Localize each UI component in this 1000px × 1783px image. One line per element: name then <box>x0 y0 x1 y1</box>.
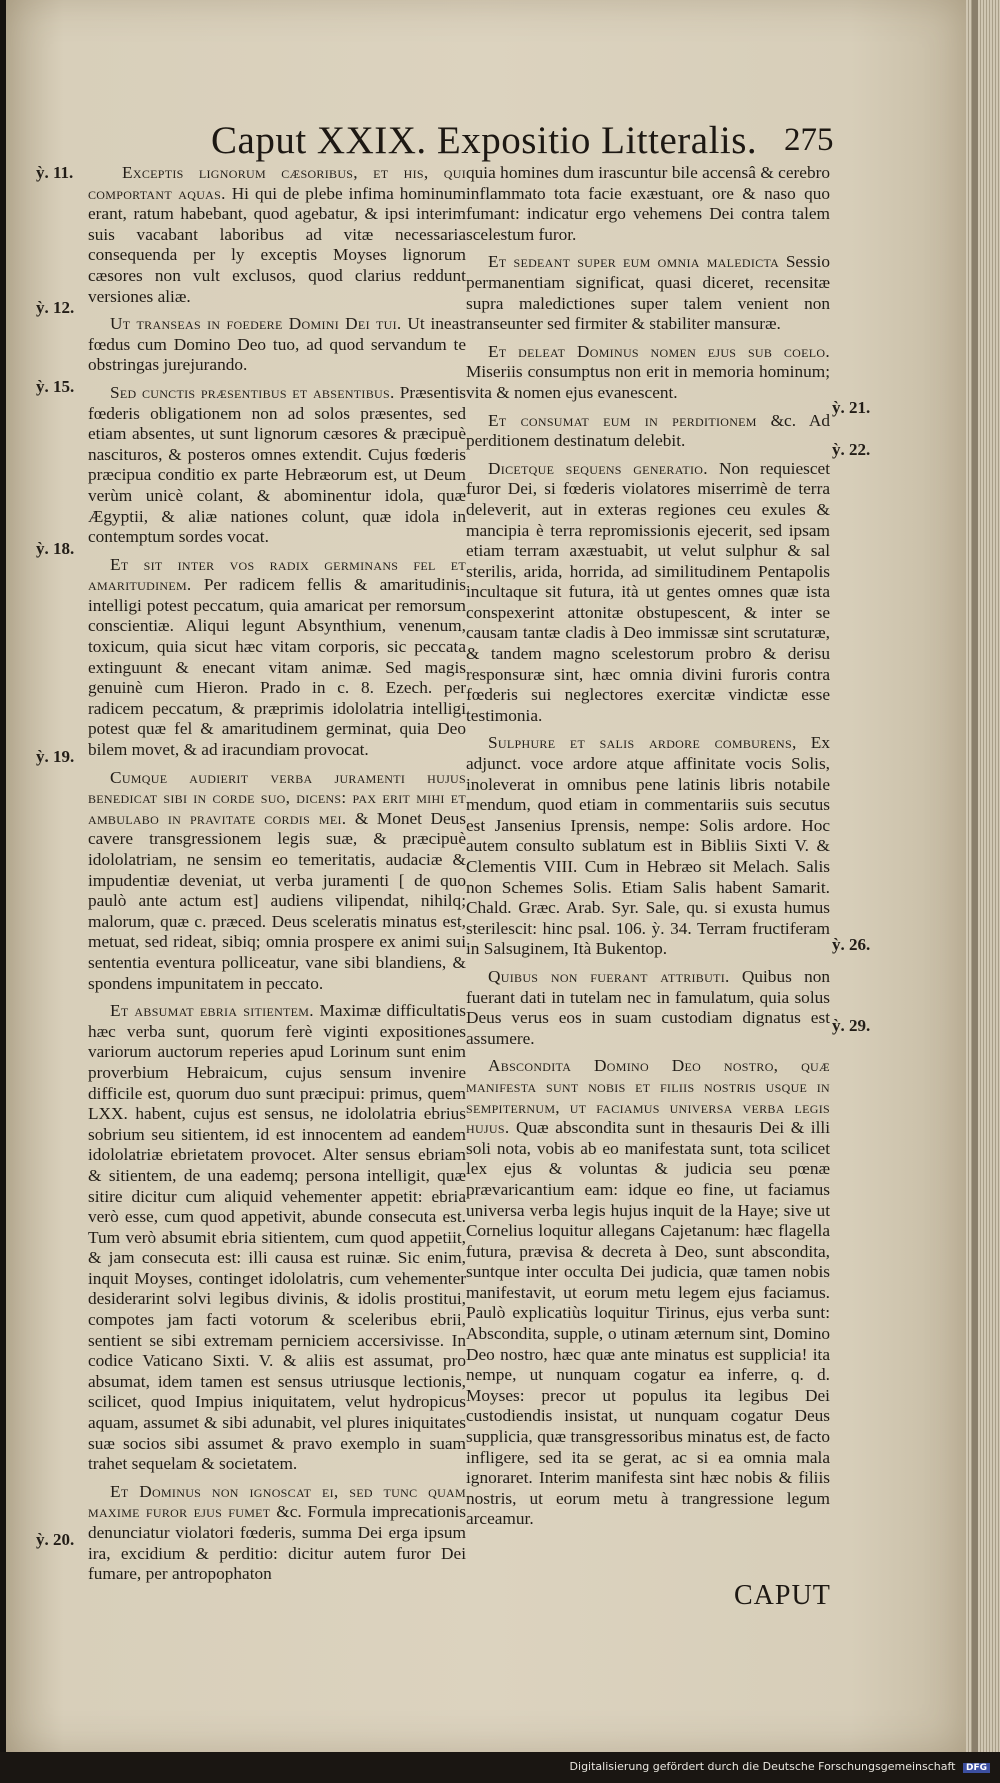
verse-marker-11: ỳ. 11. <box>36 163 74 182</box>
verse-marker-26: ỳ. 26. <box>832 935 871 954</box>
verse-lemma: Ut transeas in foedere Domini Dei tui. <box>110 314 402 334</box>
verse-lemma: Et Dominus non ignoscat ei, sed tunc quam maxime furor ejus fumet <box>88 1481 466 1522</box>
left-paragraph <box>88 555 466 761</box>
right-paragraph <box>466 411 830 452</box>
footer-credit: Digitalisierung gefördert durch die Deutsche Forschungsgemeinschaft <box>569 1760 956 1773</box>
page-number: 275 <box>784 122 834 158</box>
verse-marker-21: ỳ. 21. <box>832 398 871 417</box>
right-paragraph <box>466 459 830 727</box>
footer-credit-line <box>570 1760 990 1773</box>
commentary-text: Ex adjunct. voce ardore atque affinitate vocis Solis, inoleverat in omnibus pene latinis libris notabile mendum, quod etiam in commentariis suis secutus est Jansenius Iprensis, nempe: Solis ardore. Hoc autem consulto sublatum est in Bibliis Sixti V. & Clementis VIII. Cum in Hebræo sit Melach. Salis non Schemes Solis. Etiam Salis habent Samarit. Chald. Græc. Arab. Syr. Sale, qu. si exusta humus sterilescit: hinc psal. 106. ỳ. 34. Terram fructiferam in Salsuginem, Ità Bukentop. <box>466 733 830 959</box>
left-paragraph <box>88 1001 466 1475</box>
right-paragraph <box>466 163 830 245</box>
verse-lemma: Cumque audierit verba juramenti hujus benedicat sibi in corde suo, dicens: pax erit mihi et ambulabo in pravitate cordis mei. <box>88 767 466 828</box>
verse-lemma: Dicetque sequens generatio. <box>488 458 708 478</box>
left-column <box>88 163 466 1592</box>
commentary-text: Maximæ difficultatis hæc verba sunt, quorum ferè viginti expositiones variorum auctorum reperies apud Lorinum sunt enim proverbium Hebraicum, cujus sensum invenire difficile est, quorum duo sunt præcipui: primus, quem LXX. habent, cujus est sensus, ne idololatria ebrius sobrium seu sitientem, id est innocentem ad eandem idololatriæ ebrietatem provocet. Alter sensus ebriam & sitientem, de una eademq; persona intelligit, quæ sitire dicitur cum aliquid vehementer appetit: ebria verò esse, cum quod appetivit, abunde consecuta est. Tum verò absumit ebria sitientem, cum quod appetiit, & jam consecuta est: illi causa est ruinæ. Sic enim, inquit Moyses, continget idololatris, cum vehementer desiderarint solvi legibus divinis, & idolis prostitui, compotes jam facti votorum & sceleribus ebrii, sentient se sibi extremam perniciem accersivisse. In codice Vaticano Sixti. V. & aliis est assumat, pro absumat, idem tamen est sensus utriusque lectionis, scilicet, quod Impius iniquitatem, velut hydropicus aquam, assumet & sibi adunabit, vel plures iniquitates suæ socios sibi assumet & pravo exemplo in suam trahet sequelam & societatem. <box>88 1001 466 1474</box>
left-paragraph <box>88 163 466 307</box>
commentary-text: Sessio permanentiam significat, quasi diceret, recensitæ supra maledictiones super talem venient non transeunter sed firmiter & stabiliter mansuræ. <box>466 252 830 334</box>
right-paragraph <box>466 342 830 404</box>
left-paragraph <box>88 1482 466 1585</box>
right-paragraph <box>466 252 830 334</box>
verse-marker-12: ỳ. 12. <box>36 298 75 317</box>
commentary-text: Præsentis fœderis obligationem non ad solos præsentes, sed etiam absentes, ut sunt lignorum cæsores & præcipuè nascituros, & posteros omnes extendit. Cujus fœderis præcipua conditio ex parte Hebræorum est, ut Deum verùm unicè colant, & abominentur idola, quæ Ægyptii, & aliæ nationes colunt, quæ idola in contemptum sordes vocat. <box>88 382 466 547</box>
commentary-text: Quæ abscondita sunt in thesauris Dei & illi soli nota, vobis ab eo manifestata sunt, tota scilicet lex ejus & voluntas & judicia seu pœnæ prævaricantium eam: idque eo fine, ut faciamus universa verba legis hujus inquit de la Haye; sive ut Cornelius loquitur allegans Cajetanum: hæc flagella futura, prævisa & decreta à Deo, sunt abscondita, suntque inter occulta Dei judicia, quæ tamen nobis manifestavit, ut eorum metu legem ejus faciamus. Paulò explicatiùs loquitur Tirinus, ejus verba sunt: Abscondita, supple, o utinam æternum sint, Domino Deo nostro, hæc quæ ante minatus est supplicia! ita nempe, ut nunquam cogatur ea inferre, q. d. Moyses: precor ut populus ita legibus Dei custodiendis insistat, ut nunquam cogatur Deus supplicia, quæ transgressoribus minatus est, de facto infligere, sed ita se gerat, ac si ea omnia mala ignoraret. Interim manifesta sint hæc nobis & filiis nostris, ut eorum metu à trangressione legum arceamur. <box>466 1118 830 1529</box>
commentary-text: & Monet Deus cavere transgressionem legis suæ, & præcipuè idololatriam, ne sensim eo temeritatis, audaciæ & impudentiæ deveniat, ut verba juramenti [ de quo paulò ante actum est] audiens vilipendat, nihilq; malorum, quæ c. præced. Deus sceleratis minatus est, metuat, sed rideat, sibiq; omnia prospere ex animi sui sententia eventura polliceatur, vane sibi blandiens, & spondens impunitatem in peccato. <box>88 808 466 993</box>
commentary-text: Hi qui de plebe infima hominum erant, ratum habebant, quod agebatur, & ipsi interim suis vacabant laboribus ad vitæ necessaria consequenda per ly exceptis Moyses lignorum cæsores non vult exclusos, quod clarius reddunt versiones aliæ. <box>88 183 466 306</box>
dfg-logo: DFG <box>963 1763 990 1773</box>
commentary-text: &c. Ad perditionem destinatum delebit. <box>466 410 830 451</box>
verse-marker-18: ỳ. 18. <box>36 539 75 558</box>
commentary-text: Quibus non fuerant dati in tutelam nec in famulatum, quia solus Deus verus eos in suam custodiam dignatus est assumere. <box>466 966 830 1048</box>
commentary-text: Ut ineas fœdus cum Domino Deo tuo, ad quod servandum te obstringas jurejurando. <box>88 314 466 375</box>
verse-marker-20: ỳ. 20. <box>36 1530 75 1549</box>
verse-lemma: Sed cunctis præsentibus et absentibus. <box>110 382 395 402</box>
verse-lemma: Abscondita Domino Deo nostro, quæ manifesta sunt nobis et filiis nostris usque in sempiternum, ut faciamus universa verba legis hujus. <box>466 1056 830 1138</box>
right-paragraph <box>466 967 830 1049</box>
book-page <box>6 0 966 1752</box>
left-paragraph <box>88 768 466 995</box>
verse-lemma: Et sit inter vos radix germinans fel et amaritudinem. <box>88 554 466 595</box>
verse-marker-19: ỳ. 19. <box>36 747 75 766</box>
verse-lemma: Exceptis lignorum cæsoribus, et his, qui comportant aquas. <box>88 163 466 203</box>
left-paragraph <box>88 383 466 548</box>
footer-bar <box>0 1752 1000 1783</box>
commentary-text: Non requiescet furor Dei, si fœderis violatores miserrimè de terra deleverit, aut in exteras regiones ceu exules & mancipia è terra repromissionis ejecerit, sed ipsam etiam terram axæstuabit, ut velut sulphur & sal sterilis, arida, horrida, ad similitudinem Pentapolis incultaque sit futura, ità ut gentes omnes quæ ista conspexerint attonitæ obstupescent, & inter se causam tantæ cladis à Deo immissæ sint scrutaturæ, & tandem magno scelestorum probro & derisu responsuræ sint, hæc omnia divini furoris contra fœderis sui neglectores exercitæ vindictæ esse testimonia. <box>466 458 830 725</box>
commentary-text: quia homines dum irascuntur bile accensâ & cerebro inflammato tota facie exæstuant, ore & naso quo fumant: indicatur ergo vehemens Dei contra talem scelestum furor. <box>466 163 830 244</box>
running-header: Caput XXIX. Expositio Litteralis. <box>211 119 758 162</box>
catchword: CAPUT <box>734 1580 831 1611</box>
verse-lemma: Et consumat eum in perditionem <box>488 410 757 430</box>
verse-lemma: Quibus non fuerant attributi. <box>488 966 730 986</box>
left-paragraph <box>88 314 466 376</box>
verse-marker-22: ỳ. 22. <box>832 440 871 459</box>
right-paragraph <box>466 1056 830 1530</box>
verse-lemma: Sulphure et salis ardore comburens, <box>488 733 797 753</box>
right-column <box>466 163 830 1537</box>
commentary-text: &c. Formula imprecationis denunciatur violatori fœderis, summa Dei erga ipsum ira, excidium & perditio: dicitur autem furor Dei fumare, per antropophaton <box>88 1502 466 1584</box>
verse-lemma: Et absumat ebria sitientem. <box>110 1001 314 1021</box>
commentary-text: Miseriis consumptus non erit in memoria hominum; vita & nomen ejus evanescent. <box>466 362 830 402</box>
verse-lemma: Et deleat Dominus nomen ejus sub coelo. <box>488 341 830 361</box>
page-edge-shadow <box>972 0 978 1752</box>
commentary-text: Per radicem fellis & amaritudinis intelligi potest peccatum, quia amaricat per remorsum conscientiæ. Aliqui legunt Absynthium, venenum, toxicum, quia sicut hæc vitam corporis, sic peccata extinguunt & enecant vitam animæ. Sed magis genuinè cum Hieron. Prado in c. 8. Ezech. per radicem peccatum, & præprimis idololatria intelligi potest quæ fel & amaritudinem germinat, quia Deo bilem movet, & ad iracundiam provocat. <box>88 575 466 760</box>
verse-marker-15: ỳ. 15. <box>36 377 75 396</box>
verse-marker-29: ỳ. 29. <box>832 1016 871 1035</box>
right-paragraph <box>466 733 830 960</box>
verse-lemma: Et sedeant super eum omnia maledicta <box>488 252 780 272</box>
